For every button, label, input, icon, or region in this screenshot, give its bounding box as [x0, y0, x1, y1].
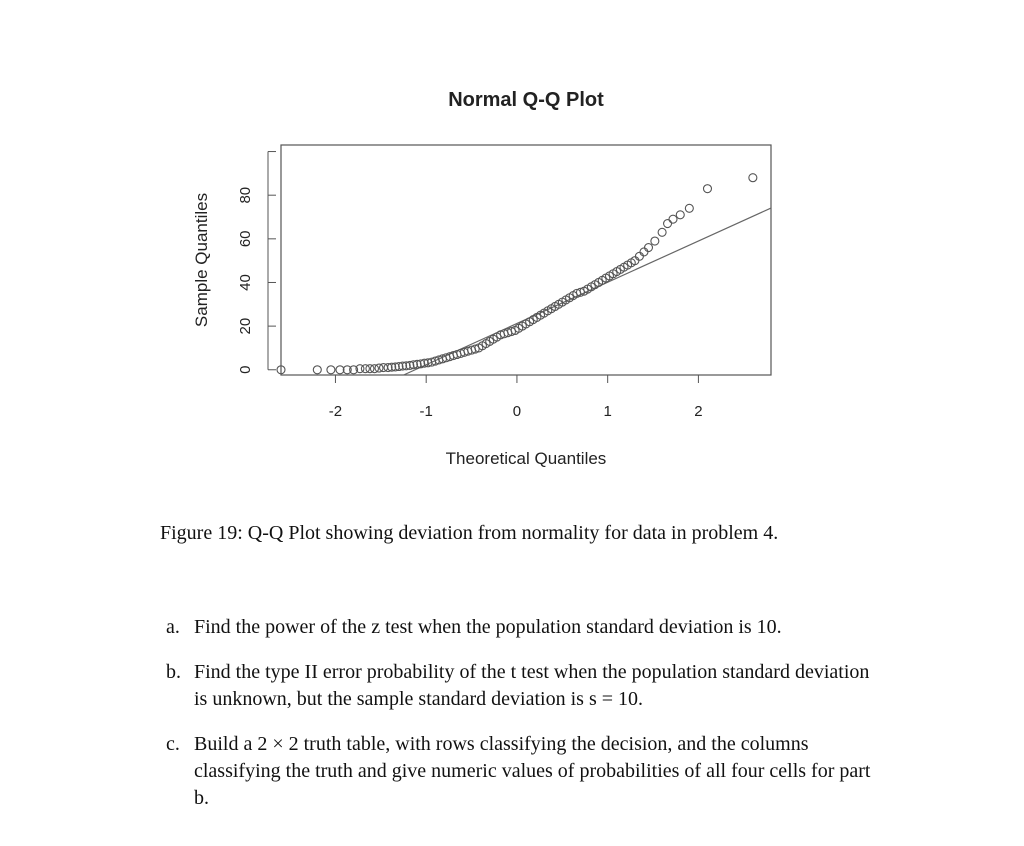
problem-letter: b.: [166, 661, 181, 683]
x-tick-label: 2: [694, 403, 703, 420]
x-tick-label: 0: [512, 403, 522, 420]
y-tick-label: 80: [236, 186, 254, 204]
y-tick-label: 60: [236, 230, 254, 248]
qq-point: [685, 204, 693, 212]
x-tick-label: -2: [328, 403, 343, 420]
problem-text: Find the type II error probability of the t test when the population standard deviation is unknown, but the sample standard deviation is s = 10.: [194, 661, 870, 710]
qq-point: [651, 237, 659, 245]
y-tick-label: 0: [236, 365, 254, 374]
qq-point: [703, 185, 711, 193]
qq-point: [676, 211, 684, 219]
qq-point: [313, 366, 321, 374]
x-tick-label: 1: [603, 403, 612, 420]
plot-frame: [281, 145, 771, 375]
qq-point: [645, 244, 653, 252]
problem-text: Build a 2 × 2 truth table, with rows classifying the decision, and the columns classifying the truth and give numeric values of probabilities of all four cells for part b.: [194, 733, 871, 809]
qq-point: [669, 215, 677, 223]
y-axis-label: Sample Quantiles: [192, 192, 211, 328]
qq-point: [640, 248, 648, 256]
problem-item-c: [166, 731, 876, 812]
problem-item-a: [166, 614, 876, 641]
qq-point: [664, 220, 672, 228]
problem-letter: c.: [166, 733, 180, 755]
problem-letter: a.: [166, 616, 180, 638]
y-tick-label: 40: [236, 274, 254, 291]
chart-title: Normal Q-Q Plot: [448, 89, 604, 111]
qq-point: [327, 366, 335, 374]
qq-point: [749, 174, 757, 182]
x-tick-label: -1: [419, 403, 433, 420]
figure-caption: Figure 19: Q-Q Plot showing deviation from normality for data in problem 4.: [160, 522, 779, 544]
qq-point: [635, 252, 643, 260]
problem-list: [166, 614, 876, 830]
problem-item-b: [166, 659, 876, 713]
x-axis-label: Theoretical Quantiles: [445, 449, 607, 468]
y-tick-label: 20: [236, 317, 254, 335]
qq-point: [658, 228, 666, 236]
problem-text: Find the power of the z test when the population standard deviation is 10.: [194, 616, 782, 638]
